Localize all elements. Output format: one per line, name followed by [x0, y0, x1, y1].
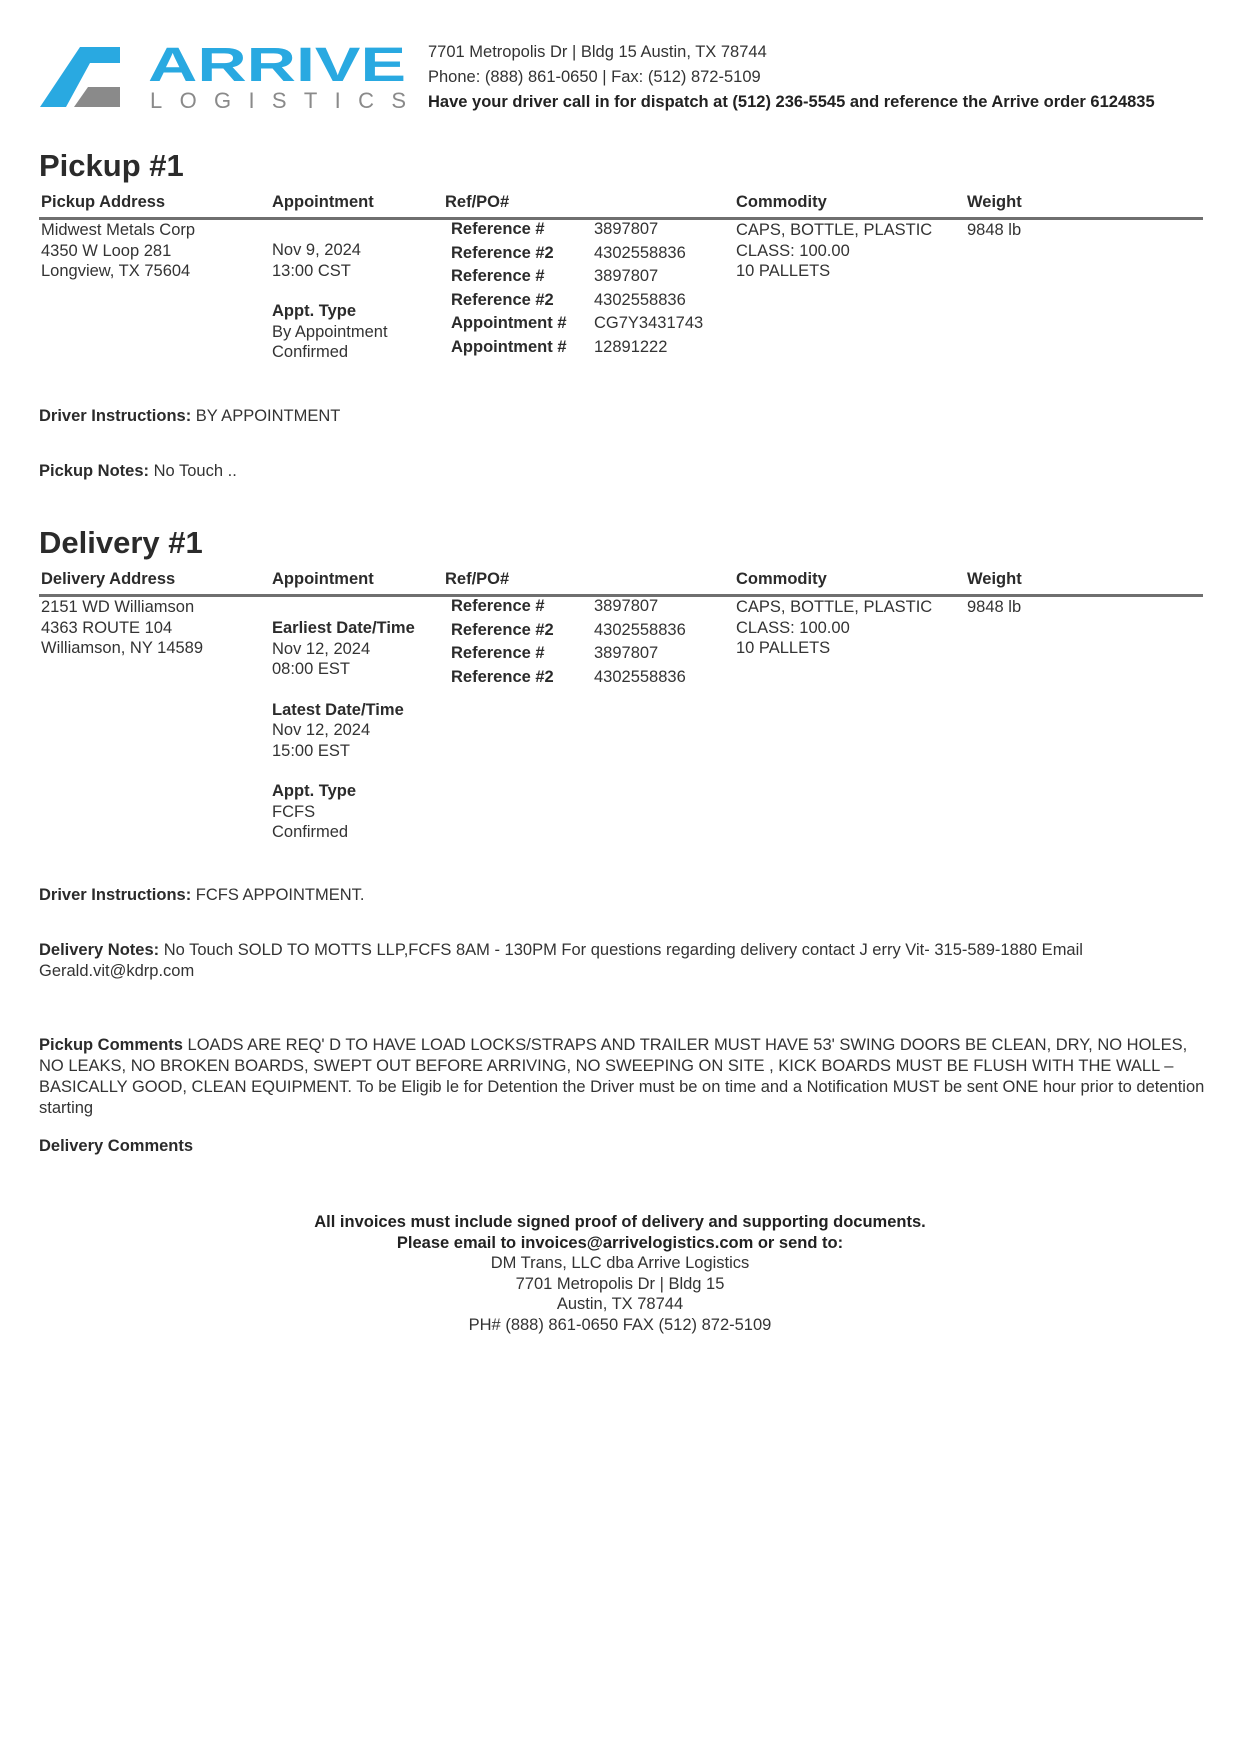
commodity-line: 10 PALLETS	[736, 639, 831, 657]
reference-value: 3897807	[594, 597, 659, 615]
delivery-title: Delivery #1	[39, 525, 203, 560]
delivery-address	[41, 597, 203, 659]
delivery-appt-type-label: Appt. Type	[272, 782, 357, 800]
delivery-comments-label: Delivery Comments	[39, 1137, 194, 1155]
pickup-address-line: Midwest Metals Corp	[41, 221, 196, 239]
pickup-comments-text: LOADS ARE REQ' D TO HAVE LOAD LOCKS/STRAPS AND TRAILER MUST HAVE 53' SWING DOORS BE CLEAN, DRY, NO HOLES, NO LEAKS, NO BROKEN BOARDS, SWEPT OUT BEFORE ARRIVING, NO SWEEPING ON SITE , KICK BOARDS MUST BE FLUSH WITH THE WALL – BASICALLY GOOD, CLEAN EQUIPMENT. To be Eligib le for Detention the Driver must be on time and a Notification MUST be sent ONE hour prior to detention starting	[39, 1036, 1205, 1117]
pickup-appt-date: Nov 9, 2024	[272, 241, 361, 259]
reference-value: 3897807	[594, 220, 659, 238]
reference-value: 3897807	[594, 267, 659, 285]
reference-label: Reference #	[451, 644, 545, 662]
footer-street: 7701 Metropolis Dr | Bldg 15	[515, 1274, 725, 1293]
reference-label: Reference #2	[451, 667, 554, 686]
commodity-line: CAPS, BOTTLE, PLASTIC	[736, 598, 933, 616]
commodity-header: Commodity	[736, 193, 827, 211]
pickup-comments-label: Pickup Comments	[39, 1036, 183, 1054]
pickup-commodity	[736, 220, 932, 282]
latest-date: Nov 12, 2024	[272, 721, 371, 739]
weight-header: Weight	[967, 193, 1022, 211]
commodity-line: CAPS, BOTTLE, PLASTIC	[736, 221, 933, 239]
driver-instructions-text: BY APPOINTMENT	[195, 407, 341, 425]
reference-label: Reference #2	[451, 620, 554, 639]
delivery-notes	[39, 940, 1209, 982]
appointment-header: Appointment	[272, 570, 374, 588]
footer-email-instruction: Please email to invoices@arrivelogistics.com or send to:	[396, 1233, 844, 1252]
reference-label: Appointment #	[451, 337, 567, 356]
ref-header: Ref/PO#	[445, 570, 510, 588]
footer-invoice-requirement: All invoices must include signed proof of delivery and supporting documents.	[314, 1213, 926, 1231]
reference-value: 4302558836	[594, 667, 686, 686]
pickup-appt-type-label: Appt. Type	[272, 302, 357, 320]
reference-label: Reference #2	[451, 290, 554, 309]
dispatch-instructions: Have your driver call in for dispatch at (512) 236-5545 and reference the Arrive order 6124835	[428, 93, 1155, 111]
delivery-appointment	[272, 618, 415, 843]
reference-label: Reference #	[451, 220, 545, 238]
weight-header: Weight	[967, 570, 1022, 588]
delivery-notes-text: No Touch SOLD TO MOTTS LLP,FCFS 8AM - 130PM For questions regarding delivery contact J erry Vit- 315-589-1880 Email Gerald.vit@kdrp.com	[39, 941, 1083, 980]
pickup-address	[41, 220, 195, 282]
arrive-logistics-logo	[40, 45, 410, 110]
commodity-line: CLASS: 100.00	[736, 241, 850, 260]
pickup-comments	[39, 1035, 1209, 1119]
reference-value: CG7Y3431743	[594, 314, 704, 332]
earliest-date: Nov 12, 2024	[272, 639, 371, 658]
reference-value: 4302558836	[594, 243, 686, 262]
reference-value: 12891222	[594, 337, 668, 356]
delivery-address-line: 2151 WD Williamson	[41, 598, 195, 616]
reference-label: Reference #	[451, 597, 545, 615]
earliest-time: 08:00 EST	[272, 660, 350, 678]
delivery-commodity	[736, 597, 932, 659]
pickup-table-header	[39, 193, 1203, 220]
pickup-driver-instructions	[39, 406, 1209, 427]
reference-value: 4302558836	[594, 290, 686, 309]
delivery-driver-instructions	[39, 885, 1209, 906]
delivery-address-line: Williamson, NY 14589	[41, 639, 204, 657]
delivery-appt-status: Confirmed	[272, 823, 349, 841]
driver-instructions-label: Driver Instructions:	[39, 886, 192, 904]
footer-phone-fax: PH# (888) 861-0650 FAX (512) 872-5109	[468, 1315, 772, 1334]
delivery-comments	[39, 1136, 1209, 1157]
footer-company-name: DM Trans, LLC dba Arrive Logistics	[490, 1254, 750, 1272]
logo-mark-gray	[74, 87, 120, 107]
driver-instructions-text: FCFS APPOINTMENT.	[195, 886, 365, 904]
company-phone: Phone: (888) 861-0650 | Fax: (512) 872-5109	[428, 68, 761, 86]
footer-city: Austin, TX 78744	[556, 1295, 684, 1313]
earliest-label: Earliest Date/Time	[272, 619, 415, 637]
reference-label: Reference #2	[451, 243, 554, 262]
reference-value: 4302558836	[594, 620, 686, 639]
delivery-address-line: 4363 ROUTE 104	[41, 618, 173, 637]
pickup-notes-text: No Touch ..	[153, 462, 237, 480]
delivery-table-header	[39, 570, 1203, 597]
pickup-address-header: Pickup Address	[41, 193, 166, 211]
pickup-weight: 9848 lb	[967, 221, 1022, 239]
latest-time: 15:00 EST	[272, 741, 350, 760]
header-info	[428, 40, 1155, 115]
ref-header: Ref/PO#	[445, 193, 510, 211]
logo-wordmark: ARRIVE	[148, 45, 406, 92]
appointment-header: Appointment	[272, 193, 374, 211]
pickup-appt-status: Confirmed	[272, 343, 349, 361]
pickup-appointment	[272, 240, 388, 363]
pickup-title: Pickup #1	[39, 148, 184, 183]
delivery-weight: 9848 lb	[967, 598, 1022, 616]
invoice-footer	[0, 1212, 1240, 1335]
pickup-address-line: Longview, TX 75604	[41, 262, 191, 280]
reference-value: 3897807	[594, 644, 659, 662]
delivery-address-header: Delivery Address	[41, 570, 176, 588]
commodity-header: Commodity	[736, 570, 827, 588]
company-address: 7701 Metropolis Dr | Bldg 15 Austin, TX 78744	[428, 43, 767, 61]
reference-label: Reference #	[451, 267, 545, 285]
pickup-address-line: 4350 W Loop 281	[41, 241, 172, 260]
delivery-notes-label: Delivery Notes:	[39, 941, 160, 959]
pickup-appt-type: By Appointment	[272, 322, 388, 341]
logo-subtitle: LOGISTICS	[150, 88, 406, 110]
pickup-appt-time: 13:00 CST	[272, 261, 351, 280]
latest-label: Latest Date/Time	[272, 700, 404, 719]
delivery-appt-type: FCFS	[272, 802, 316, 821]
pickup-notes-label: Pickup Notes:	[39, 462, 150, 480]
pickup-notes	[39, 461, 1209, 482]
reference-label: Appointment #	[451, 314, 567, 332]
commodity-line: 10 PALLETS	[736, 262, 831, 280]
driver-instructions-label: Driver Instructions:	[39, 407, 192, 425]
commodity-line: CLASS: 100.00	[736, 618, 850, 637]
